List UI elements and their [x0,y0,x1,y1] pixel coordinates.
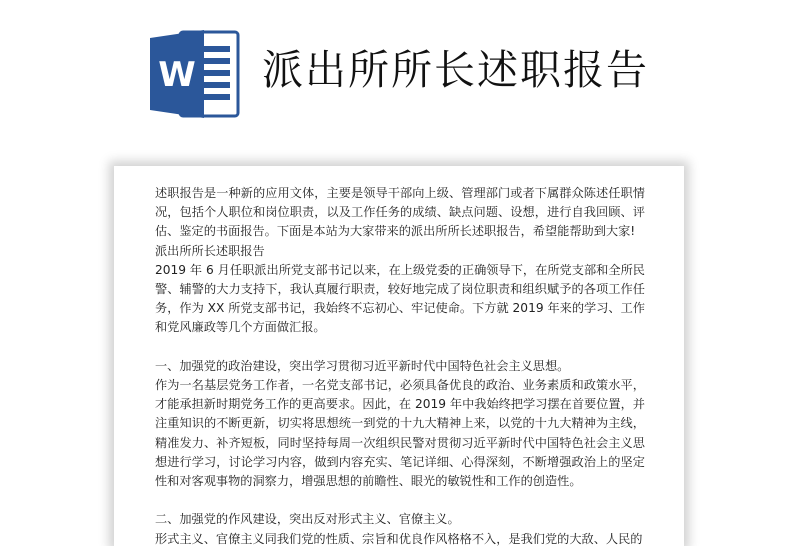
document-paragraph: 形式主义、官僚主义同我们党的性质、宗旨和优良作风格格不入，是我们党的大敌、人民的 [155,531,643,546]
word-document-icon [146,24,246,124]
document-paragraph: 派出所所长述职报告 [155,243,265,258]
word-icon-letter: W [158,55,196,95]
document-paragraph: 一、加强党的政治建设，突出学习贯彻习近平新时代中国特色社会主义思想。 [155,358,570,373]
document-paragraph: 述职报告是一种新的应用文体，主要是领导干部向上级、管理部门或者下属群众陈述任职情况，包括个人职位和岗位职责，以及工作任务的成绩、缺点问题、设想，进行自我回顾、评估、鉴定的书面报告。下面是本站为大家带来的派出所所长述职报告，希望能帮助到大家! [155,186,645,239]
paragraph-spacer [155,491,645,510]
document-paragraph: 2019 年 6 月任职派出所党支部书记以来，在上级党委的正确领导下，在所党支部和全所民警、辅警的大力支持下，我认真履行职责，较好地完成了岗位职责和组织赋予的各项工作任务，作为 XX 所党支部书记，我始终不忘初心、牢记使命。下方就 2019 年来的学习、工作和党风廉政等几个方面做汇报。 [155,262,645,335]
document-body [155,184,645,546]
header [0,0,800,150]
document-title: 派出所所长述职报告 [262,46,649,94]
document-paragraph: 二、加强党的作风建设，突出反对形式主义、官僚主义。 [155,512,460,527]
document-page [114,166,684,546]
paragraph-spacer [155,338,645,357]
document-paragraph: 作为一名基层党务工作者，一名党支部书记，必须具备优良的政治、业务素质和政策水平，才能承担新时期党务工作的更高要求。因此，在 2019 年中我始终把学习摆在首要位置，并注重知识的不断更新，切实将思想统一到党的十九大精神上来，以党的十九大精神为主线，精准发力、补齐短板，同时坚持每周一次组织民警对贯彻习近平新时代中国特色社会主义思想进行学习，讨论学习内容，做到内容充实、笔记详细、心得深刻，不断增强政治上的坚定性和对客观事物的洞察力，增强思想的前瞻性、眼光的敏锐性和工作的创造性。 [155,378,645,489]
